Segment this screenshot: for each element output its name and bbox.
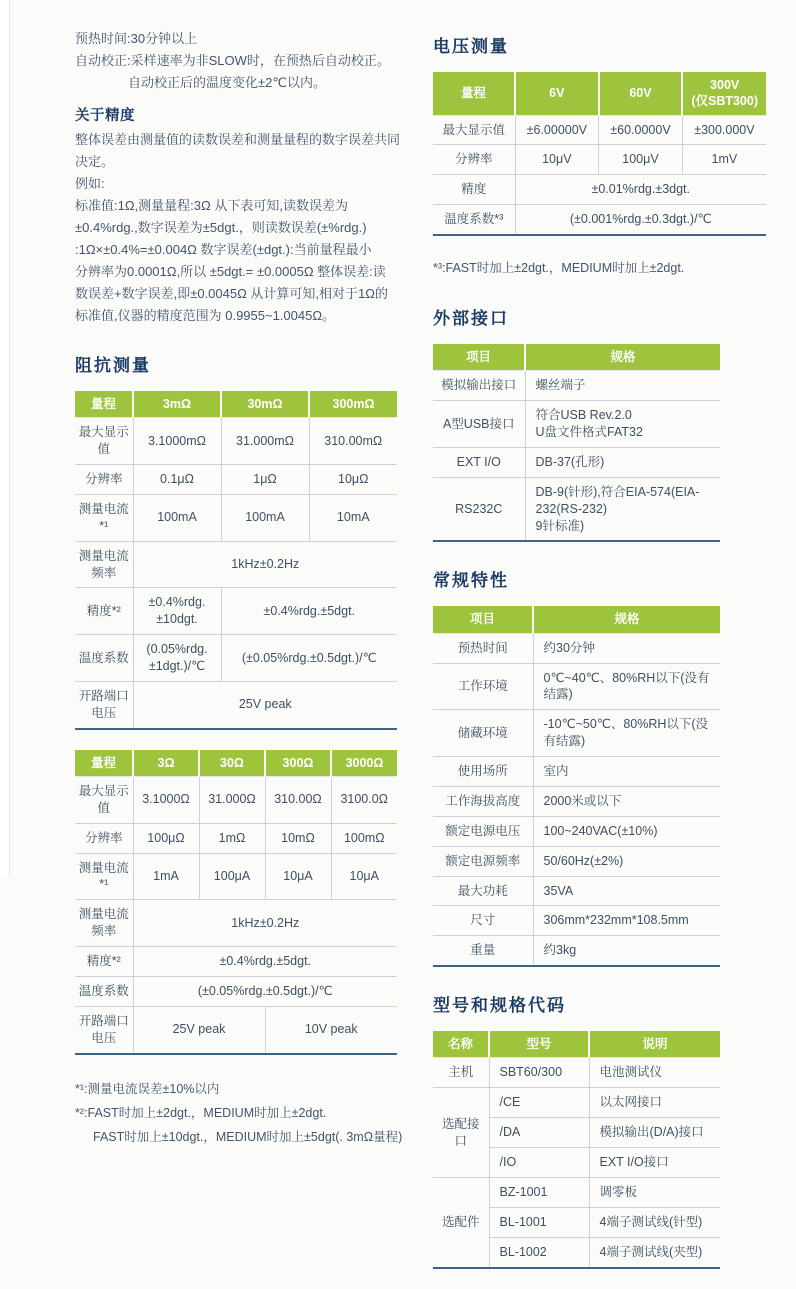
value-cell: 1kHz±0.2Hz — [133, 900, 397, 947]
column-header: 量程 — [75, 391, 133, 418]
value-cell: 4端子测试线(夹型) — [589, 1237, 720, 1267]
value-cell: 31.000mΩ — [221, 418, 309, 465]
value-cell: 25V peak — [133, 681, 397, 728]
row-label-cell: 主机 — [433, 1058, 489, 1088]
value-cell: DB-9(针形),符合EIA-574(EIA-232(RS-232) 9针标准) — [525, 477, 720, 541]
value-cell: 3.1000Ω — [133, 776, 199, 823]
table-row — [433, 876, 720, 906]
table-row — [433, 477, 720, 541]
row-label-cell: 模拟输出接口 — [433, 371, 525, 401]
value-cell: /CE — [489, 1088, 589, 1118]
value-cell: 符合USB Rev.2.0 U盘文件格式FAT32 — [525, 401, 720, 448]
value-cell: (±0.001%rdg.±0.3dgt.)/℃ — [515, 205, 766, 235]
row-label-cell: 额定电源电压 — [433, 816, 533, 846]
value-cell: 0.1μΩ — [133, 465, 221, 495]
value-cell: ±0.4%rdg.±10dgt. — [133, 588, 221, 635]
row-label-cell: 测量电流*¹ — [75, 853, 133, 900]
general-specs-section-title: 常规特性 — [433, 571, 509, 591]
external-interface-section-title: 外部接口 — [433, 309, 509, 328]
value-cell: 25V peak — [133, 1006, 265, 1053]
general-specs-table — [433, 606, 773, 967]
value-cell: ±60.0000V — [599, 115, 683, 145]
row-label-cell: 尺寸 — [433, 906, 533, 936]
value-cell: 100μV — [599, 145, 683, 175]
value-cell: 1μΩ — [221, 465, 309, 495]
table-row — [433, 906, 720, 936]
table-row — [75, 465, 397, 495]
table-row — [75, 976, 397, 1006]
value-cell: 螺丝端子 — [525, 371, 720, 401]
table-row — [75, 418, 397, 465]
row-label-cell: 分辨率 — [75, 823, 133, 853]
table-row — [433, 1177, 720, 1207]
text-line: :1Ω×±0.4%=±0.004Ω 数字误差(±dgt.):当前量程最小 — [75, 242, 372, 257]
voltage-table — [433, 72, 773, 236]
column-header: 60V — [599, 72, 683, 115]
table-row — [433, 757, 720, 787]
spec-table — [433, 72, 766, 236]
value-cell: 1mA — [133, 853, 199, 900]
value-cell: 100mΩ — [331, 823, 397, 853]
value-cell: 3.1000mΩ — [133, 418, 221, 465]
value-cell: 100~240VAC(±10%) — [533, 816, 720, 846]
row-label-cell: 使用场所 — [433, 757, 533, 787]
row-label-cell: 测量电流频率 — [75, 541, 133, 588]
row-label-cell: 测量电流*¹ — [75, 494, 133, 541]
value-cell: 10μΩ — [309, 465, 397, 495]
table-row — [433, 1058, 720, 1088]
text-line: *²:FAST时加上±2dgt.，MEDIUM时加上±2dgt. — [75, 1105, 327, 1120]
text-line: FAST时加上±10dgt.，MEDIUM时加上±5dgt(. 3mΩ量程) — [93, 1129, 403, 1144]
text-line: 自动校正后的温度变化±2℃以内。 — [128, 75, 326, 90]
impedance-low-range-table — [75, 391, 397, 730]
row-label-cell: 储藏环境 — [433, 710, 533, 757]
value-cell: ±6.00000V — [515, 115, 599, 145]
table-row — [433, 633, 720, 663]
table-row — [433, 145, 766, 175]
column-header: 300V (仅SBT300) — [682, 72, 766, 115]
value-cell: BL-1002 — [489, 1237, 589, 1267]
column-header: 名称 — [433, 1031, 489, 1058]
value-cell: /DA — [489, 1118, 589, 1148]
value-cell: 35VA — [533, 876, 720, 906]
row-label-cell: 精度*² — [75, 947, 133, 977]
value-cell: 约3kg — [533, 936, 720, 966]
value-cell: 10μA — [331, 853, 397, 900]
value-cell: 2000米或以下 — [533, 786, 720, 816]
value-cell: 306mm*232mm*108.5mm — [533, 906, 720, 936]
value-cell: 1kHz±0.2Hz — [133, 541, 397, 588]
row-label-cell: 温度系数 — [75, 976, 133, 1006]
right-column — [433, 28, 773, 1289]
table-row — [433, 816, 720, 846]
value-cell: 100mA — [133, 494, 221, 541]
table-row — [75, 947, 397, 977]
table-row — [75, 823, 397, 853]
value-cell: EXT I/O接口 — [589, 1148, 720, 1178]
table-row — [433, 936, 720, 966]
row-label-cell: EXT I/O — [433, 447, 525, 477]
row-label-cell: 最大显示值 — [75, 776, 133, 823]
row-label-cell: 分辨率 — [75, 465, 133, 495]
value-cell: 310.00mΩ — [309, 418, 397, 465]
spec-table — [75, 750, 397, 1055]
value-cell: /IO — [489, 1148, 589, 1178]
impedance-high-range-table — [75, 750, 397, 1055]
spec-table — [433, 344, 720, 542]
column-header: 量程 — [75, 750, 133, 777]
table-row — [75, 776, 397, 823]
value-cell: 10V peak — [265, 1006, 397, 1053]
impedance-footnotes — [75, 1077, 403, 1149]
table-row — [433, 205, 766, 235]
value-cell: -10℃~50℃、80%RH以下(没有结露) — [533, 710, 720, 757]
spec-table — [75, 391, 397, 730]
table-row — [75, 853, 397, 900]
table-row — [433, 663, 720, 710]
table-row — [75, 494, 397, 541]
column-header: 规格 — [525, 344, 720, 371]
text-line: 预热时间:30分钟以上 — [75, 31, 198, 46]
value-cell: DB-37(孔形) — [525, 447, 720, 477]
value-cell: (±0.05%rdg.±0.5dgt.)/℃ — [221, 635, 397, 682]
table-row — [433, 175, 766, 205]
value-cell: (0.05%rdg.±1dgt.)/℃ — [133, 635, 221, 682]
row-label-cell: A型USB接口 — [433, 401, 525, 448]
value-cell: 10mΩ — [265, 823, 331, 853]
table-row — [75, 541, 397, 588]
model-codes-table — [433, 1031, 773, 1268]
value-cell: 模拟输出(D/A)接口 — [589, 1118, 720, 1148]
row-label-cell: 预热时间 — [433, 633, 533, 663]
value-cell: 3100.0Ω — [331, 776, 397, 823]
column-header: 300Ω — [265, 750, 331, 777]
column-header: 型号 — [489, 1031, 589, 1058]
value-cell: SBT60/300 — [489, 1058, 589, 1088]
table-row — [433, 115, 766, 145]
row-label-cell: 最大功耗 — [433, 876, 533, 906]
column-header: 规格 — [533, 606, 720, 633]
table-row — [75, 588, 397, 635]
value-cell: ±300.000V — [682, 115, 766, 145]
voltage-footnote: *³:FAST时加上±2dgt.，MEDIUM时加上±2dgt. — [433, 261, 685, 275]
value-cell: ±0.01%rdg.±3dgt. — [515, 175, 766, 205]
text-line: 标准值:1Ω,测量量程:3Ω 从下表可知,读数误差为 — [75, 198, 348, 213]
value-cell: 10mA — [309, 494, 397, 541]
column-header: 项目 — [433, 606, 533, 633]
value-cell: 约30分钟 — [533, 633, 720, 663]
value-cell: 100μΩ — [133, 823, 199, 853]
value-cell: 1mV — [682, 145, 766, 175]
row-label-cell: 温度系数*³ — [433, 205, 515, 235]
voltage-section-title: 电压测量 — [433, 37, 509, 56]
row-label-cell: 最大显示值 — [75, 418, 133, 465]
value-cell: 电池测试仪 — [589, 1058, 720, 1088]
text-line: 数误差+数字误差,即±0.0045Ω 从计算可知,相对于1Ω的 — [75, 286, 388, 301]
row-label-cell: RS232C — [433, 477, 525, 541]
row-label-cell: 分辨率 — [433, 145, 515, 175]
value-cell: (±0.05%rdg.±0.5dgt.)/℃ — [133, 976, 397, 1006]
row-label-cell: 重量 — [433, 936, 533, 966]
column-header: 说明 — [589, 1031, 720, 1058]
value-cell: 100μA — [199, 853, 265, 900]
value-cell: 以太网接口 — [589, 1088, 720, 1118]
value-cell: 10μV — [515, 145, 599, 175]
external-interface-table — [433, 344, 773, 542]
value-cell: 100mA — [221, 494, 309, 541]
table-row — [433, 710, 720, 757]
value-cell: ±0.4%rdg.±5dgt. — [221, 588, 397, 635]
row-label-cell: 精度 — [433, 175, 515, 205]
left-column — [75, 28, 403, 1289]
accuracy-paragraph — [75, 129, 401, 327]
column-header: 3000Ω — [331, 750, 397, 777]
row-label-cell: 工作海拔高度 — [433, 786, 533, 816]
value-cell: 10μA — [265, 853, 331, 900]
table-row — [75, 681, 397, 728]
value-cell: 室内 — [533, 757, 720, 787]
model-codes-section-title: 型号和规格代码 — [433, 996, 566, 1016]
value-cell: 1mΩ — [199, 823, 265, 853]
value-cell: ±0.4%rdg.±5dgt. — [133, 947, 397, 977]
row-label-cell: 最大显示值 — [433, 115, 515, 145]
spec-table — [433, 1031, 720, 1268]
value-cell: 310.00Ω — [265, 776, 331, 823]
accuracy-section-title: 关于精度 — [75, 108, 135, 124]
row-label-cell: 开路端口电压 — [75, 681, 133, 728]
table-row — [75, 900, 397, 947]
text-line: 例如: — [75, 176, 105, 191]
row-label-cell: 开路端口电压 — [75, 1006, 133, 1053]
warmup-calibration-text — [75, 28, 397, 94]
row-label-cell: 选配件 — [433, 1177, 489, 1267]
row-label-cell: 选配接口 — [433, 1088, 489, 1178]
row-label-cell: 温度系数 — [75, 635, 133, 682]
value-cell: 50/60Hz(±2%) — [533, 846, 720, 876]
spec-table — [433, 606, 720, 967]
column-header: 量程 — [433, 72, 515, 115]
text-line: 分辨率为0.0001Ω,所以 ±5dgt.= ±0.0005Ω 整体误差:读 — [75, 264, 386, 279]
table-row — [433, 401, 720, 448]
value-cell: 调零板 — [589, 1177, 720, 1207]
table-row — [75, 1006, 397, 1053]
row-label-cell: 额定电源频率 — [433, 846, 533, 876]
table-row — [433, 1088, 720, 1118]
table-row — [75, 635, 397, 682]
value-cell: BL-1001 — [489, 1207, 589, 1237]
text-line: *¹:测量电流误差±10%以内 — [75, 1081, 220, 1096]
text-line: 自动校正:采样速率为非SLOW时，在预热后自动校正。 — [75, 53, 390, 68]
table-row — [433, 447, 720, 477]
column-header: 300mΩ — [309, 391, 397, 418]
value-cell: 31.000Ω — [199, 776, 265, 823]
value-cell: BZ-1001 — [489, 1177, 589, 1207]
text-line: 决定。 — [75, 154, 115, 169]
table-row — [433, 371, 720, 401]
value-cell: 0℃~40℃、80%RH以下(没有结露) — [533, 663, 720, 710]
column-header: 6V — [515, 72, 599, 115]
row-label-cell: 精度*² — [75, 588, 133, 635]
text-line: 整体误差由测量值的读数误差和测量量程的数字误差共同 — [75, 132, 401, 147]
table-row — [433, 846, 720, 876]
column-header: 3mΩ — [133, 391, 221, 418]
impedance-section-title: 阻抗测量 — [75, 356, 151, 375]
column-header: 3Ω — [133, 750, 199, 777]
table-row — [433, 786, 720, 816]
value-cell: 4端子测试线(针型) — [589, 1207, 720, 1237]
column-header: 30mΩ — [221, 391, 309, 418]
page-left-edge — [0, 0, 10, 877]
column-header: 30Ω — [199, 750, 265, 777]
text-line: 标准值,仪器的精度范围为 0.9955~1.0045Ω。 — [75, 308, 336, 323]
row-label-cell: 测量电流频率 — [75, 900, 133, 947]
column-header: 项目 — [433, 344, 525, 371]
text-line: ±0.4%rdg.,数字误差为±5dgt.，则读数误差(±%rdg.) — [75, 220, 367, 235]
row-label-cell: 工作环境 — [433, 663, 533, 710]
